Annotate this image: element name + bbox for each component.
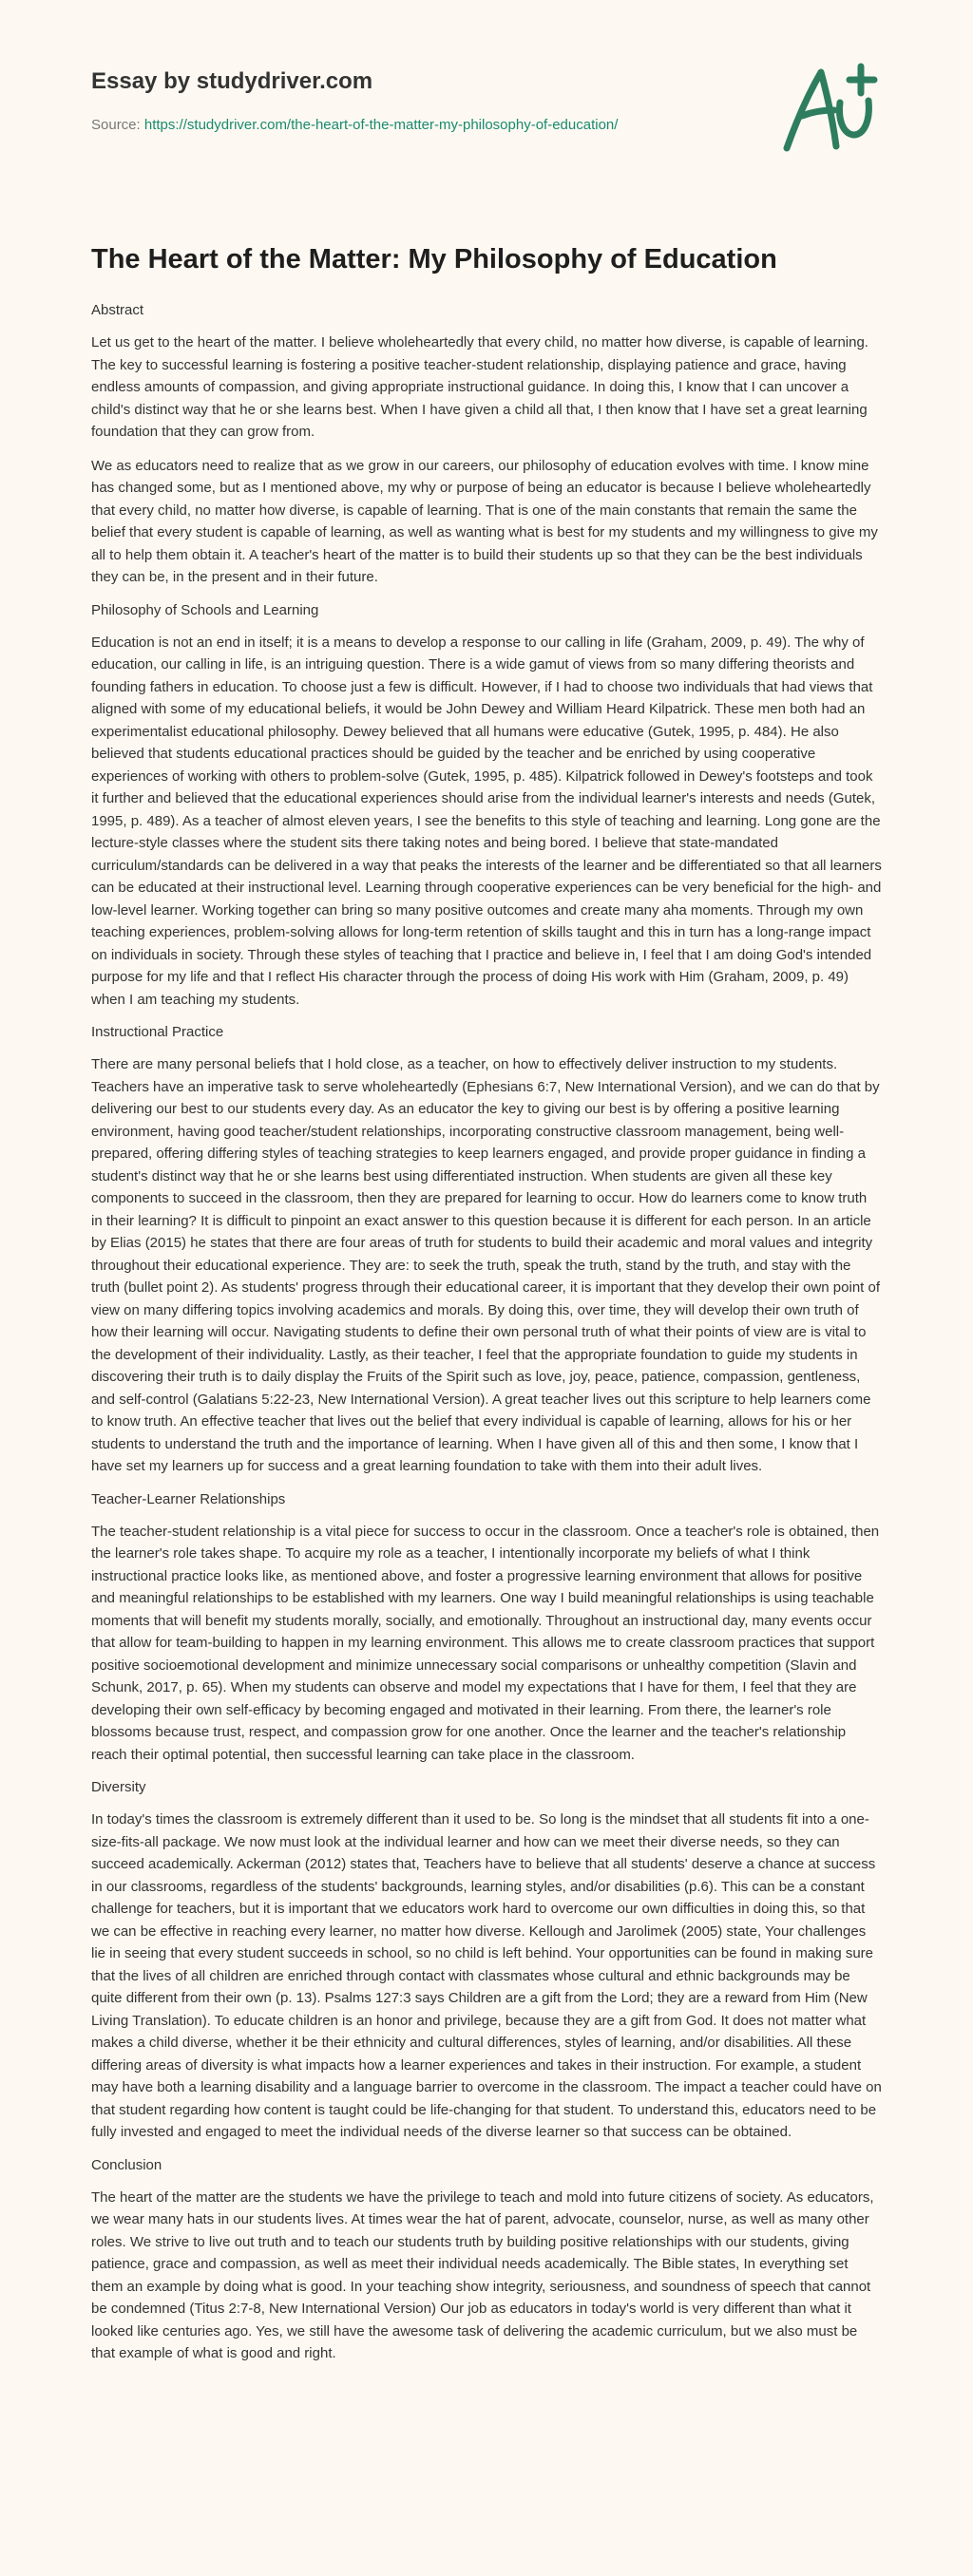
section-heading: Philosophy of Schools and Learning xyxy=(91,601,319,618)
essay-paragraph: Education is not an end in itself; it is a means to develop a response to our calling in life (Graham, 2009, p. 49). The why of education, our calling in life, is an intriguing question. There is a wide gamut of views from so many differing theorists and founding fathers in education. To choose just a few is difficult. However, if I had to choose two individuals that had views that aligned with some of my educational beliefs, it would be John Dewey and William Heard Kilpatrick. These men both had an experimentalist educational philosophy. Dewey believed that all humans were educative (Gutek, 1995, p. 484). He also believed that students educational practices should be guided by the teacher and be enriched by using cooperative experiences of working with others to problem-solve (Gutek, 1995, p. 485). Kilpatrick followed in Dewey's footsteps and took it further and believed that the educational experiences should arise from the individual learner's interests and needs (Gutek, 1995, p. 489). As a teacher of almost eleven years, I see the benefits to this style of teaching and learning. Long gone are the lecture-style classes where the student sits there taking notes and being bored. I believe that state-mandated curriculum/standards can be delivered in a way that peaks the interests of the learner and be differentiated so that all learners can be educated at their instructional level. Learning through cooperative experiences can be very beneficial for the high- and low-level learner. Working together can bring so many positive outcomes and create many aha moments. Through my own teaching experiences, problem-solving allows for long-term retention of skills taught and this in turn has a long-range impact on individuals in society. Through these styles of teaching that I practice and believe in, I feel that I am doing God's intended purpose for my life and that I reflect His character through the process of doing His work with Him (Graham, 2009, p. 49) when I am teaching my students. xyxy=(91,634,882,1008)
a-plus-grade-icon xyxy=(779,59,884,163)
essay-paragraph: We as educators need to realize that as we grow in our careers, our philosophy of education evolves with time. I know mine has changed some, but as I mentioned above, my why or purpose of being an educator is because I believe wholeheartedly that every child, no matter how diverse, is capable of learning. That is one of the main constants that remain the same the belief that every student is capable of learning, as well as wanting what is best for my students and my willingness to give my all to help them obtain it. A teacher's heart of the matter is to build their students up so that they can be the best individuals they can be, in the present and in their future. xyxy=(91,457,878,585)
section-heading: Diversity xyxy=(91,1779,146,1795)
section-heading: Conclusion xyxy=(91,2156,162,2173)
section-heading: Teacher-Learner Relationships xyxy=(91,1490,286,1507)
essay-paragraph: The teacher-student relationship is a vital piece for success to occur in the classroom. Once a teacher's role is obtained, then the learner's role takes shape. To acquire my role as a teacher, I intentionally incorporate my beliefs of what I think instructional practice looks like, as mentioned above, and foster a progressive learning environment that allows for positive and meaningful relationships to be established with my learners. One way I build meaningful relationships is using teachable moments that will benefit my students morally, socially, and emotionally. Throughout an instructional day, many events occur that allow for team-building to happen in my learning environment. This allows me to create classroom practices that support positive socioemotional development and minimize unnecessary social comparisons or unhealthy competition (Slavin and Schunk, 2017, p. 65). When my students can observe and model my expectations that I have for them, I feel that they are developing their own self-efficacy by becoming engaged and motivated in their learning. From there, the learner's role blossoms because trust, respect, and compassion grow for one another. Once the learner and the teacher's relationship reach their optimal potential, then successful learning can take place in the classroom. xyxy=(91,1523,880,1763)
section-heading: Instructional Practice xyxy=(91,1024,224,1040)
essay-paragraph: Let us get to the heart of the matter. I believe wholeheartedly that every child, no matter how diverse, is capable of learning. The key to successful learning is fostering a positive teacher-student relationship, displaying patience and grace, having endless amounts of compassion, and giving appropriate instructional guidance. In doing this, I know that I can uncover a child's distinct way that he or she learns best. When I have given a child all that, I then know that I have set a great learning foundation that they can grow from. xyxy=(91,334,868,440)
source-label: Source: xyxy=(91,117,144,133)
section-heading: Abstract xyxy=(91,302,144,318)
source-link[interactable]: https://studydriver.com/the-heart-of-the-matter-my-philosophy-of-education/ xyxy=(143,117,619,133)
brand-title: Essay by studydriver.com xyxy=(91,68,373,94)
essay-title: The Heart of the Matter: My Philosophy of Education xyxy=(91,244,777,275)
source-line xyxy=(91,117,618,133)
page-header xyxy=(0,0,973,180)
essay-paragraph: The heart of the matter are the students we have the privilege to teach and mold into future citizens of society. As educators, we wear many hats in our students lives. At times wear the hat of parent, advocate, counselor, nurse, as well as many other roles. We strive to live out truth and to teach our students truth by building positive relationships with our students, giving patience, grace and compassion, as well as meet their individual needs academically. The Bible states, In everything set them an example by doing what is good. In your teaching show integrity, seriousness, and soundness of speech that cannot be condemned (Titus 2:7-8, New International Version) Our job as educators in today's world is very different than what it looked like centuries ago. Yes, we still have the awesome task of delivering the academic curriculum, but we also must be that example of what is good and right. xyxy=(91,2188,874,2361)
essay-content xyxy=(91,241,882,2377)
essay-paragraph: There are many personal beliefs that I hold close, as a teacher, on how to effectively deliver instruction to my students. Teachers have an imperative task to serve wholeheartedly (Ephesians 6:7, New International Version), and we can do that by delivering our best to our students every day. As an educator the key to giving our best is by offering a positive learning environment, having good teacher/student relationships, incorporating constructive classroom management, being well-prepared, offering differing styles of teaching strategies to keep learners engaged, and provide proper guidance in finding a student's distinct way that he or she learns best using differentiated instruction. When students are given all these key components to succeed in the classroom, then they are prepared for learning to occur. How do learners come to know truth in their learning? It is difficult to pinpoint an exact answer to this question because it is different for each person. In an article by Elias (2015) he states that there are four areas of truth for students to build their academic and moral values and integrity throughout their educational experience. They are: to seek the truth, speak the truth, stand by the truth, and stay with the truth (bullet point 2). As students' progress through their educational career, it is important that they develop their own point of view on many differing topics involving academics and morals. By doing this, over time, they will develop their own truth of how their learning will occur. Navigating students to define their own personal truth of what their points of view are is vital to the development of their individuality. Lastly, as their teacher, I feel that the appropriate foundation to guide my students in discovering their truth is to daily display the Fruits of the Spirit such as love, joy, peace, patience, compassion, gentleness, and self-control (Galatians 5:22-23, New International Version). A great teacher lives out this scripture to help learners come to know truth. An effective teacher that lives out the belief that every individual is capable of learning, allows for his or her students to understand the truth and the importance of learning. When I have given all of this and then some, I know that I have set my learners up for success and a great learning foundation to take with them into their adult lives. xyxy=(91,1056,881,1474)
essay-paragraph: In today's times the classroom is extremely different than it used to be. So long is the mindset that all students fit into a one-size-fits-all package. We now must look at the individual learner and how can we meet their diverse needs, so they can succeed academically. Ackerman (2012) states that, Teachers have to believe that all students' deserve a chance at success in our classrooms, regardless of the students' backgrounds, learning styles, and/or disabilities (p.6). This can be a constant challenge for teachers, but it is important that we educators work hard to overcome our own difficulties in doing this, so that we can be effective in reaching every learner, no matter how diverse. Kellough and Jarolimek (2005) state, Your challenges lie in seeing that every student succeeds in school, so no child is left behind. Your opportunities can be found in making sure that the lives of all children are enriched through contact with classmates whose cultural and ethnic backgrounds may be quite different from their own (p. 13). Psalms 127:3 says Children are a gift from the Lord; they are a reward from Him (New Living Translation). To educate children is an honor and privilege, because they are a gift from God. It does not matter what makes a child diverse, whether it be their ethnicity and cultural differences, styles of learning, and/or disabilities. All these differing areas of diversity is what impacts how a learner experiences and takes in their instruction. For example, a student may have both a learning disability and a language barrier to overcome in the classroom. The impact a teacher could have on that student regarding how content is taught could be life-changing for that student. To understand this, educators need to be fully invested and engaged to meet the individual needs of the diverse learner so that success can be obtained. xyxy=(91,1811,882,2140)
